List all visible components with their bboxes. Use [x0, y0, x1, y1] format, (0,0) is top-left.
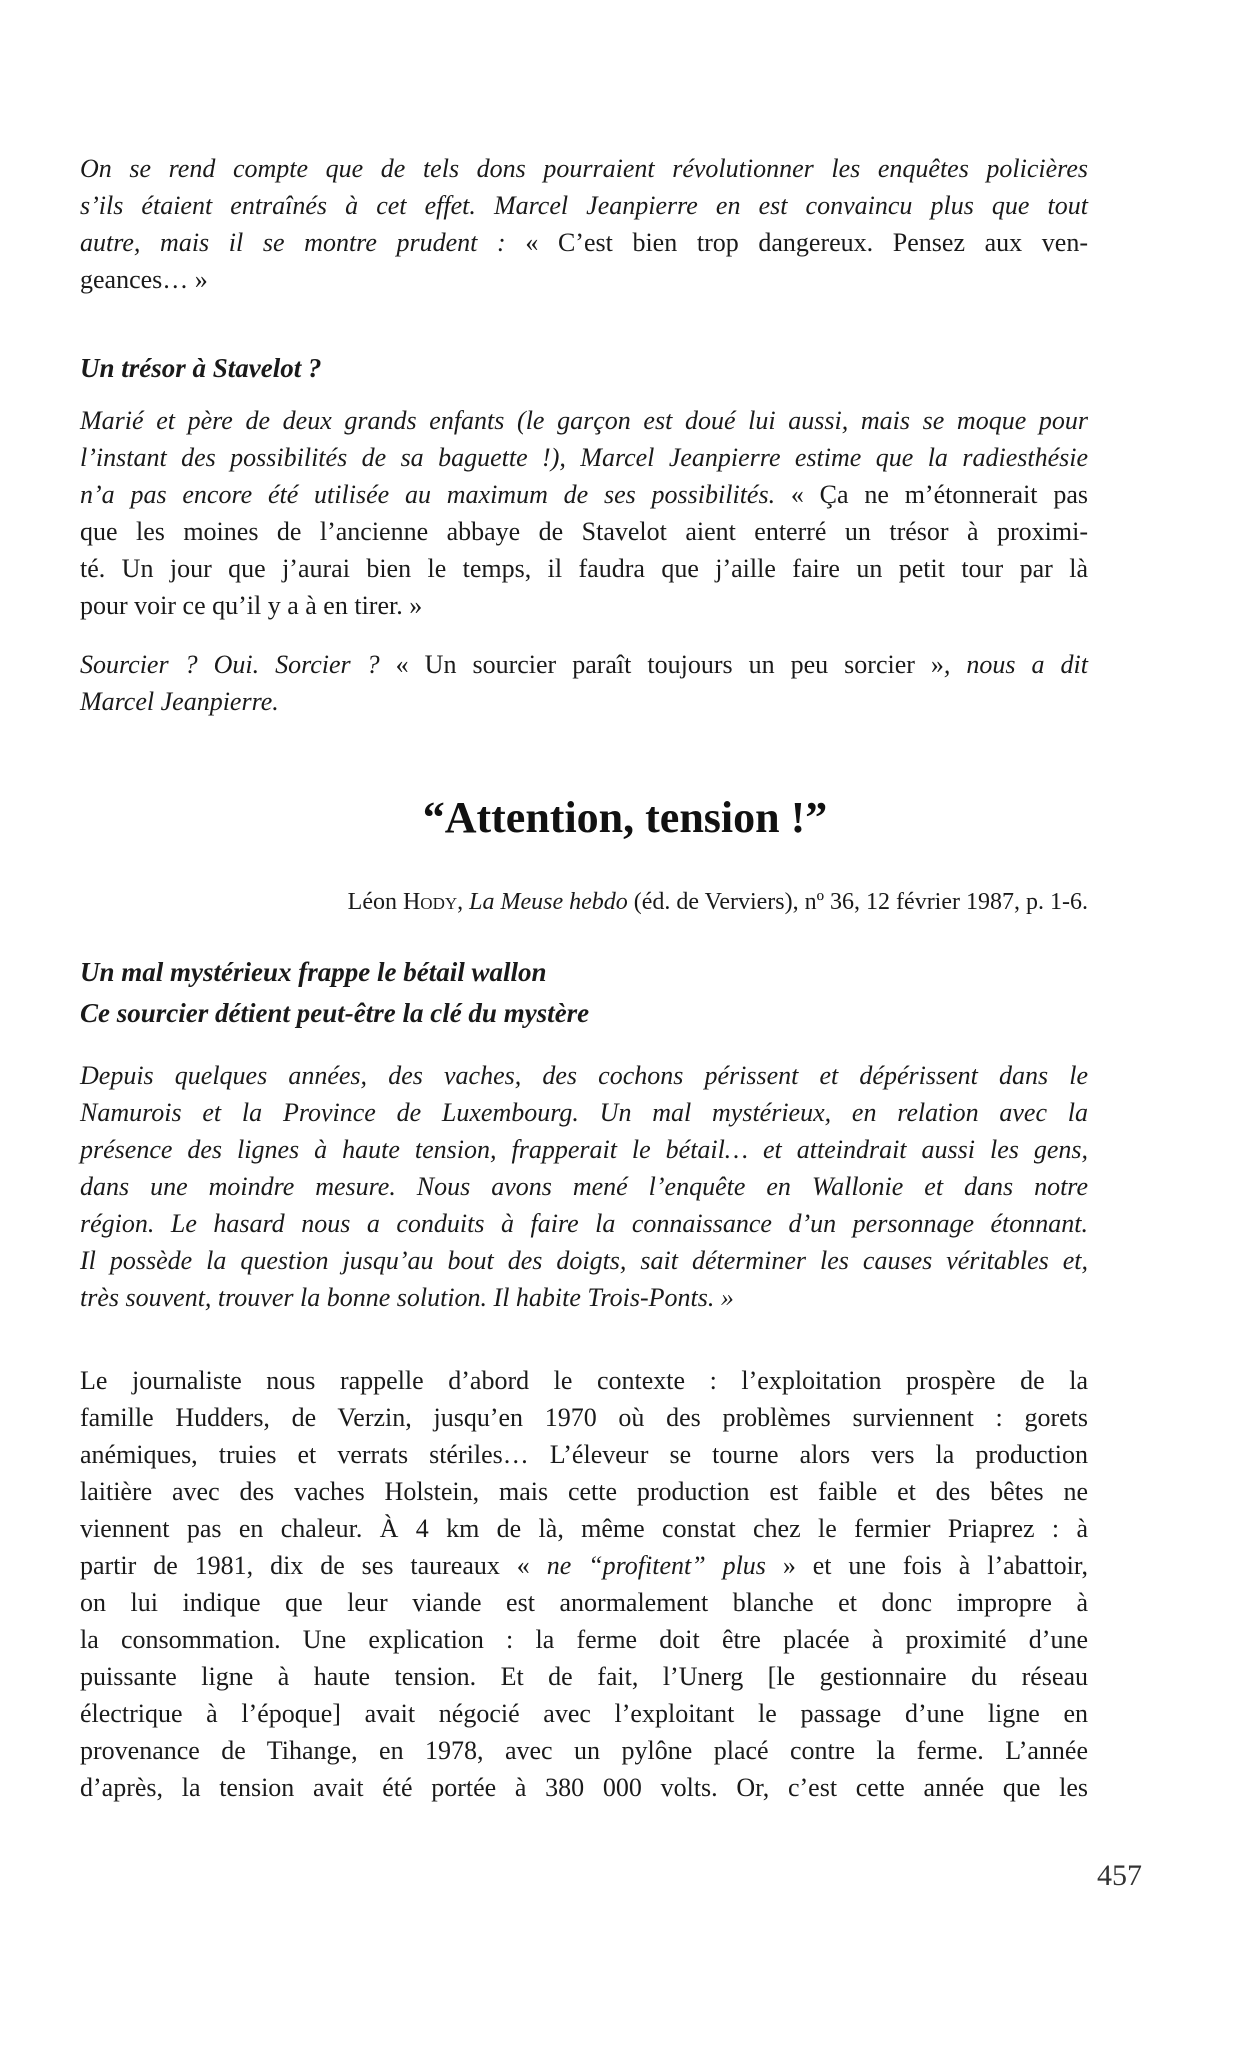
intro-line: Namurois et la Province de Luxembourg. Un mal mystérieux, en relation avec la	[80, 1098, 1088, 1127]
roman-run: la consommation. Une explication : la ferme doit être placée à proximité d’une	[80, 1625, 1088, 1654]
italic-run: l’instant des possibilités de sa baguette !), Marcel Jeanpierre estime que la radiesthésie	[80, 443, 1088, 472]
roman-run: » et une fois à l’abattoir,	[765, 1551, 1088, 1580]
italic-run: , nous a dit	[943, 650, 1088, 679]
text-line	[80, 261, 1088, 298]
roman-run: que les moines de l’ancienne abbaye de Stavelot aient enterré un trésor à proximi-	[80, 517, 1088, 546]
roman-run: on lui indique que leur viande est anormalement blanche et donc impropre à	[80, 1588, 1088, 1617]
paragraph-sourcier	[80, 646, 1088, 720]
roman-run: « Ça ne m’étonnerait pas	[790, 480, 1088, 509]
roman-run: anémiques, truies et verrats stériles… L’éleveur se tourne alors vers la production	[80, 1440, 1088, 1469]
text-line	[80, 187, 1088, 224]
roman-run: électrique à l’époque] avait négocié avec l’exploitant le passage d’une ligne en	[80, 1699, 1088, 1728]
article-citation	[348, 886, 1088, 918]
roman-run: Le journaliste nous rappelle d’abord le contexte : l’exploitation prospère de la	[80, 1366, 1088, 1395]
roman-run: « C’est bien trop dangereux. Pensez aux ven-	[525, 228, 1088, 257]
text-line	[80, 550, 1088, 587]
citation-publication: La Meuse hebdo	[469, 889, 628, 915]
citation-author-first: Léon	[347, 889, 403, 915]
intro-line: dans une moindre mesure. Nous avons mené l’enquête en Wallonie et dans notre	[80, 1172, 1088, 1201]
roman-run: laitière avec des vaches Holstein, mais cette production est faible et des bêtes ne	[80, 1477, 1088, 1506]
intro-line: très souvent, trouver la bonne solution. Il habite Trois-Ponts. »	[80, 1283, 734, 1312]
text-line	[80, 1658, 1088, 1695]
paragraph-tresor	[80, 402, 1088, 624]
text-line	[80, 1362, 1088, 1399]
roman-run: geances… »	[80, 265, 208, 294]
page-number: 457	[1097, 1859, 1142, 1892]
italic-run: n’a pas encore été utilisée au maximum de ses possibilités.	[80, 480, 791, 509]
paragraph-prudence	[80, 150, 1088, 298]
text-line	[80, 1510, 1088, 1547]
text-line	[80, 1769, 1088, 1806]
text-line	[80, 1473, 1088, 1510]
text-line	[80, 1621, 1088, 1658]
text-line	[80, 224, 1088, 261]
section-heading-stavelot: Un trésor à Stavelot ?	[80, 353, 322, 383]
roman-run: pour voir ce qu’il y a à en tirer. »	[80, 591, 423, 620]
italic-run: Marié et père de deux grands enfants (le garçon est doué lui aussi, mais se moque pour	[80, 406, 1088, 435]
citation-separator: ,	[457, 889, 470, 915]
intro-line: Depuis quelques années, des vaches, des cochons périssent et dépérissent dans le	[80, 1061, 1088, 1090]
italic-run: On se rend compte que de tels dons pourraient révolutionner les enquêtes policières	[80, 154, 1088, 183]
text-line	[80, 646, 1088, 683]
text-line	[80, 150, 1088, 187]
text-line	[80, 587, 1088, 624]
intro-line: présence des lignes à haute tension, frapperait le bétail… et atteindrait aussi les gens,	[80, 1135, 1088, 1164]
text-line	[80, 683, 1088, 720]
article-subheadings	[80, 952, 1088, 1034]
text-line	[80, 1547, 1088, 1584]
subheading-1: Un mal mystérieux frappe le bétail wallon	[80, 957, 547, 987]
text-line	[80, 1732, 1088, 1769]
intro-line: Il possède la question jusqu’au bout des doigts, sait déterminer les causes véritables et,	[80, 1246, 1088, 1275]
text-line	[80, 1436, 1088, 1473]
roman-run: « Un sourcier paraît toujours un peu sorcier »	[395, 650, 944, 679]
text-line	[80, 402, 1088, 439]
article-intro-quote	[80, 1057, 1088, 1316]
roman-run: famille Hudders, de Verzin, jusqu’en 1970 où des problèmes surviennent : gorets	[80, 1403, 1088, 1432]
roman-run: d’après, la tension avait été portée à 380 000 volts. Or, c’est cette année que les	[80, 1773, 1088, 1802]
article-title-text: “Attention, tension !”	[422, 793, 828, 842]
roman-run: provenance de Tihange, en 1978, avec un pylône placé contre la ferme. L’année	[80, 1736, 1088, 1765]
citation-details: (éd. de Verviers), nº 36, 12 février 1987, p. 1-6.	[627, 889, 1088, 915]
text-line	[80, 1399, 1088, 1436]
citation-author-last: Hody	[402, 889, 458, 915]
italic-run: ne “profitent” plus	[546, 1551, 766, 1580]
subheading-2: Ce sourcier détient peut-être la clé du mystère	[80, 998, 590, 1028]
intro-line: région. Le hasard nous a conduits à faire la connaissance d’un personnage étonnant.	[80, 1209, 1088, 1238]
roman-run: puissante ligne à haute tension. Et de fait, l’Unerg [le gestionnaire du réseau	[80, 1662, 1088, 1691]
roman-run: partir de 1981, dix de ses taureaux «	[80, 1551, 547, 1580]
italic-run: Sourcier ? Oui. Sorcier ?	[80, 650, 396, 679]
text-line	[80, 476, 1088, 513]
italic-run: s’ils étaient entraînés à cet effet. Marcel Jeanpierre en est convaincu plus que tout	[80, 191, 1088, 220]
roman-run: té. Un jour que j’aurai bien le temps, il faudra que j’aille faire un petit tour par là	[80, 554, 1088, 583]
text-line	[80, 1695, 1088, 1732]
text-line	[80, 1584, 1088, 1621]
italic-run: Marcel Jeanpierre.	[80, 687, 279, 716]
article-title	[0, 790, 1260, 846]
roman-run: viennent pas en chaleur. À 4 km de là, même constat chez le fermier Priaprez : à	[80, 1514, 1088, 1543]
italic-run: autre, mais il se montre prudent :	[80, 228, 526, 257]
text-line	[80, 439, 1088, 476]
article-body	[80, 1362, 1088, 1806]
text-line	[80, 513, 1088, 550]
